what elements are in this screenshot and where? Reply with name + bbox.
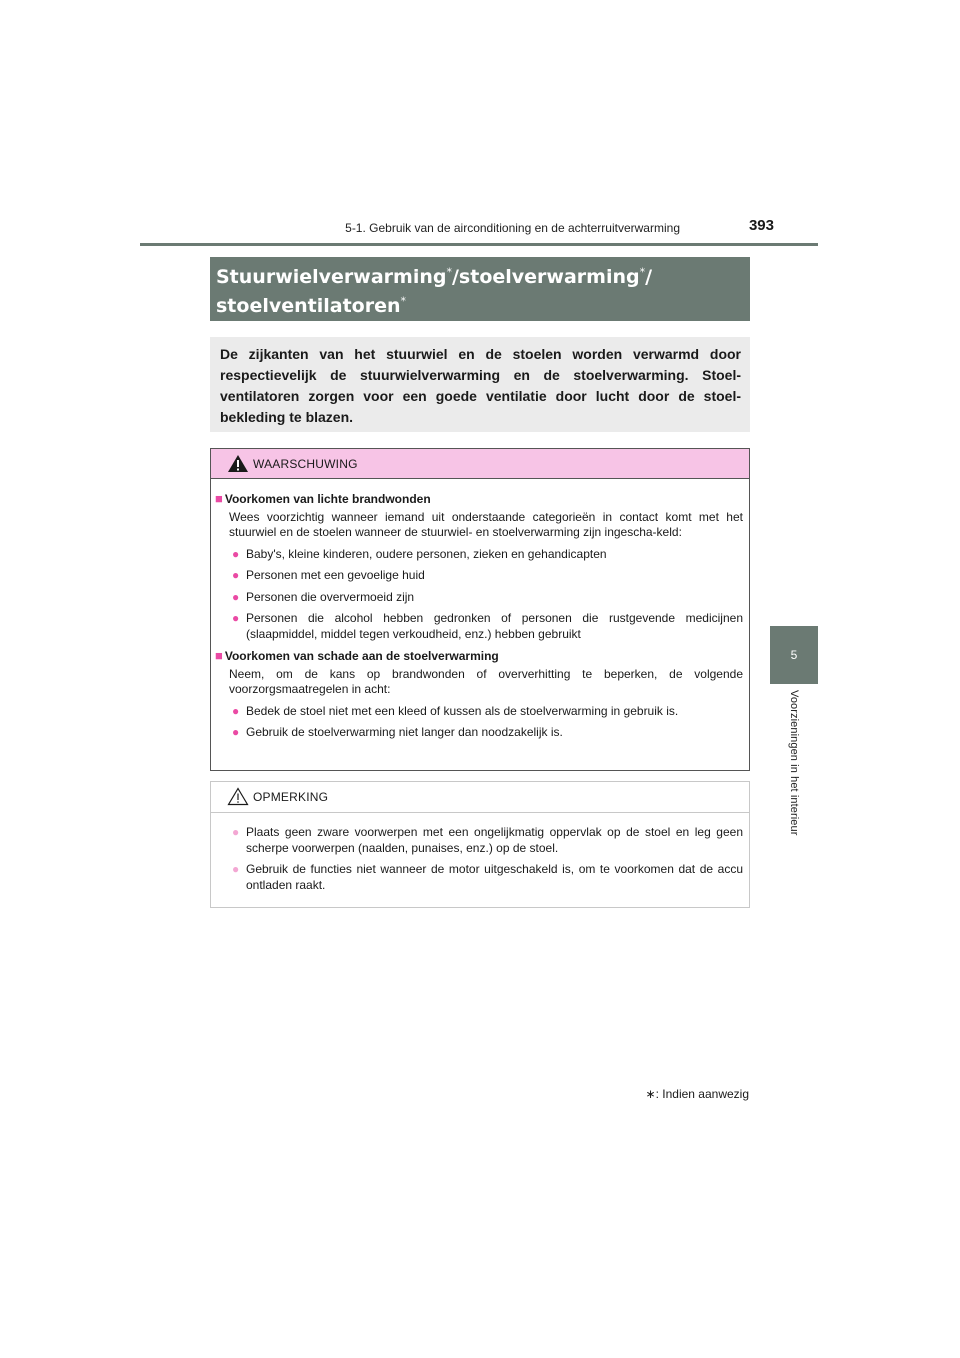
title-part-1: Stuurwielverwarming: [216, 266, 447, 288]
list-item: ● Personen die alcohol hebben gedronken of personen die rustgevende medicijnen (slaapmiddel, middel tegen verkoudheid, enz.) hebben gebruikt: [232, 611, 743, 641]
bullet-icon: ●: [232, 703, 240, 718]
warning-body: [211, 479, 749, 741]
title-asterisk-1: *: [446, 265, 452, 279]
warning-label: WAARSCHUWING: [253, 457, 358, 471]
title-part-4: stoelventilatoren: [216, 295, 401, 317]
bullet-icon: ●: [232, 725, 240, 739]
bullet-icon: ●: [232, 546, 240, 561]
bullet-icon: ●: [232, 589, 240, 604]
square-bullet-icon: ■: [215, 648, 223, 663]
list-item: ● Personen met een gevoelige huid: [232, 568, 425, 582]
page-title: [210, 257, 750, 321]
caution-triangle-icon: [227, 787, 249, 806]
page-number: 393: [748, 217, 774, 234]
warning-triangle-icon: [227, 454, 249, 473]
warning-header: [211, 449, 749, 479]
chapter-tab: [770, 626, 818, 684]
warning-box: [210, 448, 750, 771]
title-asterisk-2: *: [639, 265, 646, 279]
chapter-number: 5: [790, 648, 798, 662]
square-bullet-icon: ■: [215, 491, 223, 506]
list-item: ● Baby's, kleine kinderen, oudere personen, zieken en gehandicapten: [232, 546, 607, 561]
bullet-icon: ●: [232, 568, 240, 582]
section-text: Neem, om de kans op brandwonden of oververhitting te beperken, de volgende voorzorgsmaatregelen in acht:: [229, 666, 743, 696]
footnote: ∗: Indien aanwezig: [645, 1087, 749, 1101]
bullet-icon: ●: [232, 611, 240, 625]
title-part-2: /stoelverwarming: [451, 266, 640, 288]
list-item: ● Gebruik de functies niet wanneer de motor uitgeschakeld is, om te voorkomen dat de accu ontladen raakt.: [232, 862, 743, 892]
section-title: ■ Voorkomen van schade aan de stoelverwarming: [215, 648, 499, 663]
note-box: [210, 781, 750, 908]
note-body: [211, 813, 749, 893]
section-title: ■ Voorkomen van lichte brandwonden: [215, 491, 431, 506]
note-header: [211, 782, 749, 813]
title-asterisk-3: *: [400, 294, 406, 308]
section-text: Wees voorzichtig wanneer iemand uit onderstaande categorieën in contact komt met het stuurwiel en de stoelen wanneer de stuurwiel- en stoelverwarming zijn ingescha-keld:: [229, 509, 743, 539]
list-item: ● Personen die oververmoeid zijn: [232, 589, 415, 604]
chapter-label: Voorzieningen in het interieur: [788, 690, 800, 836]
section-header: 5-1. Gebruik van de airconditioning en de achterruitverwarming: [345, 221, 680, 235]
list-item: ● Gebruik de stoelverwarming niet langer dan noodzakelijk is.: [232, 725, 563, 739]
list-item: ● Bedek de stoel niet met een kleed of kussen als de stoelverwarming in gebruik is.: [232, 703, 679, 718]
title-part-3: /: [645, 266, 653, 288]
note-label: OPMERKING: [253, 790, 329, 804]
intro-paragraph: De zijkanten van het stuurwiel en de stoelen worden verwarmd door respectievelijk de stuurwielverwarming en de stoelverwarming. Stoel-ventilatoren zorgen voor een goede ventilatie door lucht door de stoel-bekleding te blazen.: [210, 337, 750, 432]
header-divider: [140, 243, 818, 246]
bullet-icon: ●: [232, 825, 240, 839]
list-item: ● Plaats geen zware voorwerpen met een ongelijkmatig oppervlak op de stoel en leg geen scherpe voorwerpen (naalden, punaises, enz.) op de stoel.: [232, 825, 743, 855]
bullet-icon: ●: [232, 862, 240, 876]
